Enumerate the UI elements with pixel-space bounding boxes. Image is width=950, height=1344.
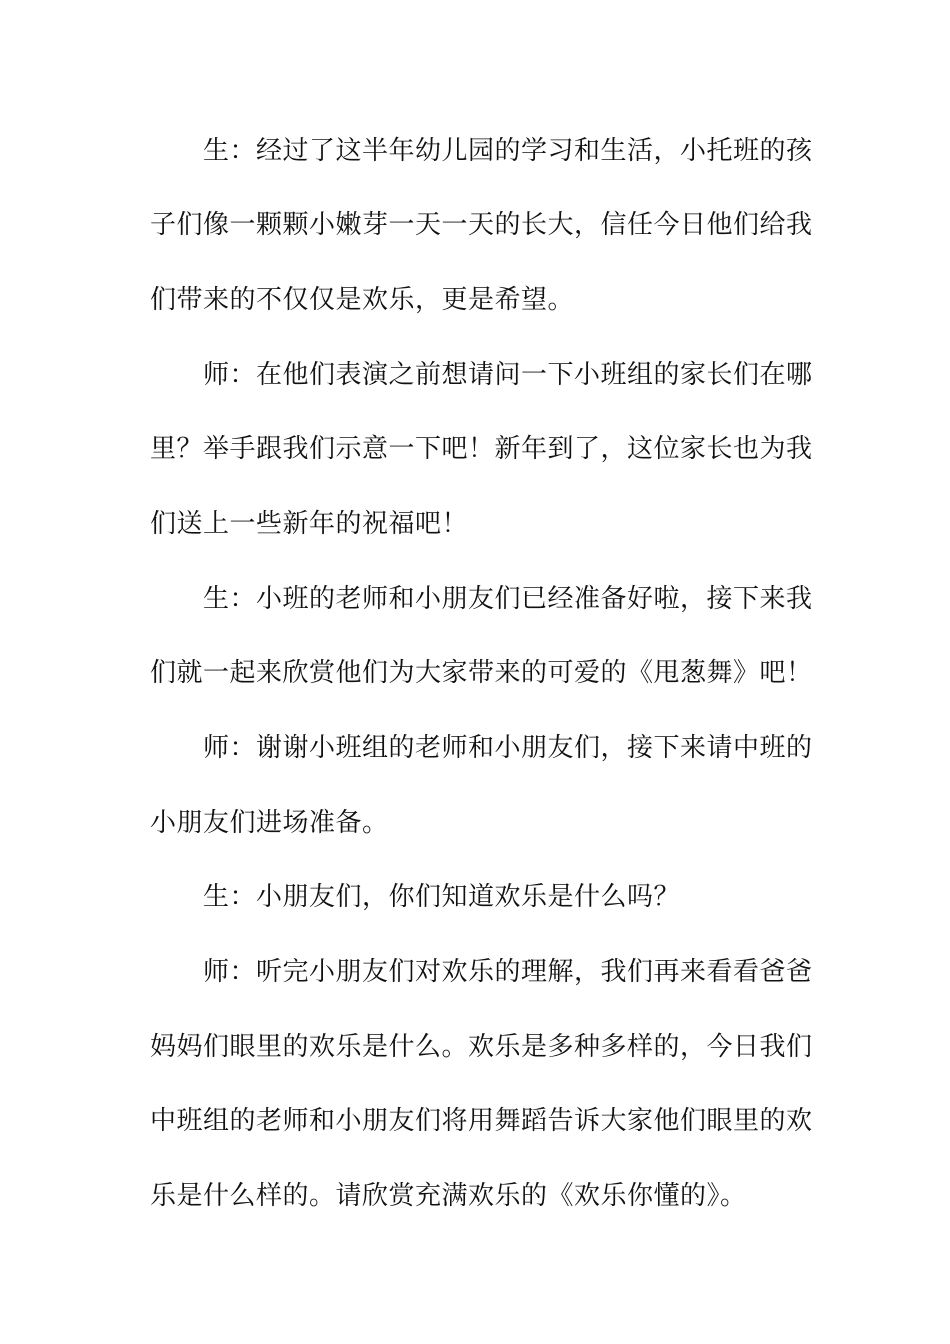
paragraph-line: 生：经过了这半年幼儿园的学习和生活，小托班的孩: [203, 136, 813, 166]
paragraph-line: 师：在他们表演之前想请问一下小班组的家长们在哪: [203, 360, 813, 390]
paragraph-line: 妈妈们眼里的欢乐是什么。欢乐是多种多样的，今日我们: [150, 1032, 813, 1062]
paragraph-line: 子们像一颗颗小嫩芽一天一天的长大，信任今日他们给我: [150, 210, 813, 240]
paragraph-line: 生：小朋友们，你们知道欢乐是什么吗？: [203, 882, 681, 912]
paragraph-line: 们就一起来欣赏他们为大家带来的可爱的《甩葱舞》吧！: [150, 658, 813, 688]
paragraph-line: 小朋友们进场准备。: [150, 808, 389, 838]
paragraph-line: 里？举手跟我们示意一下吧！新年到了，这位家长也为我: [150, 434, 813, 464]
paragraph-line: 中班组的老师和小朋友们将用舞蹈告诉大家他们眼里的欢: [150, 1106, 813, 1136]
paragraph-line: 乐是什么样的。请欣赏充满欢乐的《欢乐你懂的》。: [150, 1181, 747, 1211]
paragraph-line: 师：听完小朋友们对欢乐的理解，我们再来看看爸爸: [203, 957, 813, 987]
paragraph-line: 们带来的不仅仅是欢乐，更是希望。: [150, 285, 575, 315]
paragraph-line: 生：小班的老师和小朋友们已经准备好啦，接下来我: [203, 584, 813, 614]
paragraph-line: 师：谢谢小班组的老师和小朋友们，接下来请中班的: [203, 733, 813, 763]
paragraph-line: 们送上一些新年的祝福吧！: [150, 509, 469, 539]
